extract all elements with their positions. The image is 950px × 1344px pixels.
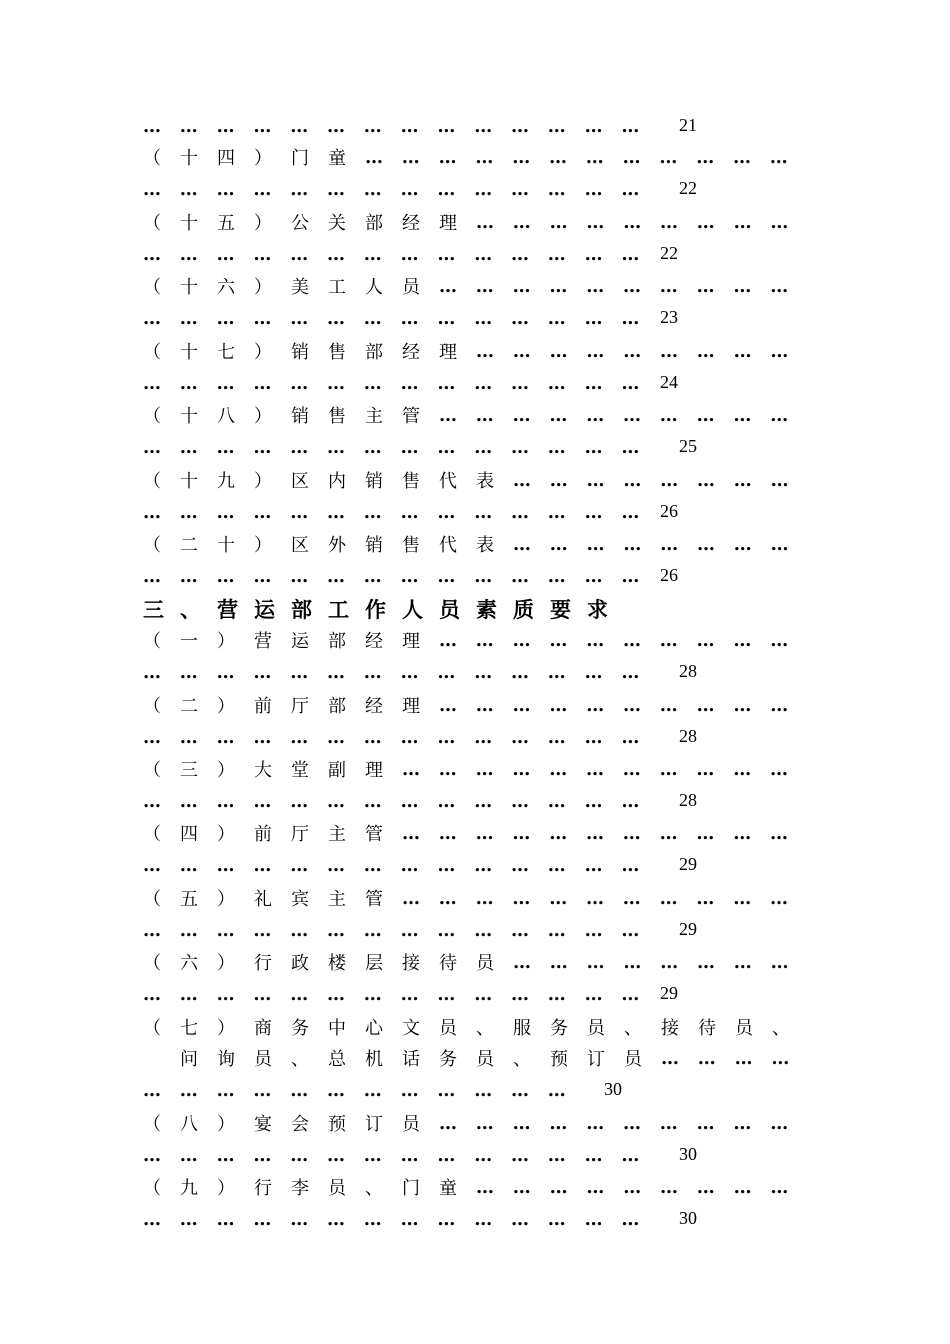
leader-dots <box>439 695 803 716</box>
toc-line <box>143 1013 803 1041</box>
toc-entry-label: （ 九 ） 行 李 员 、 门 童 <box>143 1178 457 1199</box>
toc-line <box>143 626 803 654</box>
leader-dots <box>143 791 643 812</box>
toc-entry-label: （ 十 五 ） 公 关 部 经 理 <box>143 213 457 234</box>
toc-entry-label: （ 四 ） 前 厅 主 管 <box>143 824 383 845</box>
leader-dots <box>402 823 803 844</box>
toc-page-number: 29 <box>679 854 697 874</box>
toc-page-number: 29 <box>660 983 678 1003</box>
toc-page-number: 28 <box>679 661 697 681</box>
leader-dots <box>402 888 803 909</box>
toc-entry-label: （ 五 ） 礼 宾 主 管 <box>143 889 383 910</box>
toc-page-number: 28 <box>679 790 697 810</box>
leader-dots <box>143 116 643 137</box>
toc-entry-label: （ 七 ） 商 务 中 心 文 员 、 服 务 员 、 接 待 员 、 <box>143 1018 790 1039</box>
toc-page-number: 22 <box>679 178 697 198</box>
leader-dots <box>439 630 803 651</box>
toc-page-number: 29 <box>679 919 697 939</box>
toc-line <box>143 337 803 365</box>
toc-entry-label: （ 六 ） 行 政 楼 层 接 待 员 <box>143 953 494 974</box>
toc-line <box>143 433 643 461</box>
leader-dots <box>143 855 643 876</box>
leader-dots <box>143 179 643 200</box>
toc-line <box>143 948 803 976</box>
toc-line <box>143 1076 583 1104</box>
toc-line <box>143 562 643 590</box>
leader-dots <box>143 244 643 265</box>
toc-page-number: 21 <box>679 115 697 135</box>
toc-line <box>143 755 803 783</box>
toc-line <box>143 208 803 236</box>
leader-dots <box>143 727 643 748</box>
leader-dots <box>439 405 803 426</box>
toc-page-number: 24 <box>660 372 678 392</box>
toc-line <box>143 1173 803 1201</box>
toc-line <box>143 980 643 1008</box>
toc-line <box>143 240 643 268</box>
leader-dots <box>661 1048 803 1069</box>
toc-line <box>143 691 803 719</box>
toc-entry-label: 问 询 员 、 总 机 话 务 员 、 预 订 员 <box>180 1049 642 1070</box>
toc-page-number: 30 <box>679 1208 697 1228</box>
toc-page-number: 30 <box>604 1079 622 1099</box>
toc-line <box>143 1109 803 1137</box>
toc-line <box>180 1044 803 1072</box>
leader-dots <box>143 437 643 458</box>
toc-entry-label: （ 二 ） 前 厅 部 经 理 <box>143 696 420 717</box>
toc-entry-label: （ 十 八 ） 销 售 主 管 <box>143 406 420 427</box>
leader-dots <box>143 1145 643 1166</box>
leader-dots <box>143 502 643 523</box>
leader-dots <box>143 308 643 329</box>
toc-entry-label: （ 八 ） 宴 会 预 订 员 <box>143 1114 420 1135</box>
leader-dots <box>476 1177 803 1198</box>
section-heading: 三 、 营 运 部 工 作 人 员 素 质 要 求 <box>143 597 608 622</box>
toc-line <box>143 304 643 332</box>
leader-dots <box>513 470 803 491</box>
toc-line <box>143 787 643 815</box>
toc-line <box>143 819 803 847</box>
toc-page-number: 28 <box>679 726 697 746</box>
leader-dots <box>143 920 643 941</box>
leader-dots <box>143 1080 583 1101</box>
toc-line <box>143 466 803 494</box>
toc-line <box>143 851 643 879</box>
toc-entry-label: （ 十 九 ） 区 内 销 售 代 表 <box>143 471 494 492</box>
toc-line <box>143 401 803 429</box>
leader-dots <box>143 373 643 394</box>
leader-dots <box>143 566 643 587</box>
leader-dots <box>143 662 643 683</box>
leader-dots <box>439 1113 803 1134</box>
toc-entry-label: （ 二 十 ） 区 外 销 售 代 表 <box>143 535 494 556</box>
toc-line <box>143 369 643 397</box>
toc-line <box>143 884 803 912</box>
leader-dots <box>143 1209 643 1230</box>
toc-page-number: 25 <box>679 436 697 456</box>
toc-entry-label: （ 十 七 ） 销 售 部 经 理 <box>143 342 457 363</box>
toc-page-number: 26 <box>660 565 678 585</box>
leader-dots <box>476 341 803 362</box>
toc-line <box>143 1205 643 1233</box>
leader-dots <box>365 147 803 168</box>
toc-line <box>143 530 803 558</box>
toc-line <box>143 916 643 944</box>
toc-line <box>143 658 643 686</box>
leader-dots <box>476 212 803 233</box>
toc-line <box>143 175 643 203</box>
toc-line <box>143 723 643 751</box>
leader-dots <box>513 534 803 555</box>
toc-line <box>143 112 643 140</box>
leader-dots <box>402 759 803 780</box>
toc-entry-label: （ 十 四 ） 门 童 <box>143 148 346 169</box>
toc-page-number: 26 <box>660 501 678 521</box>
toc-line <box>143 143 803 171</box>
toc-page-number: 22 <box>660 243 678 263</box>
toc-line <box>143 498 643 526</box>
leader-dots <box>143 984 643 1005</box>
toc-line <box>143 1141 643 1169</box>
toc-entry-label: （ 一 ） 营 运 部 经 理 <box>143 631 420 652</box>
toc-page-number: 30 <box>679 1144 697 1164</box>
toc-line <box>143 272 803 300</box>
leader-dots <box>513 952 803 973</box>
leader-dots <box>439 276 803 297</box>
toc-entry-label: （ 三 ） 大 堂 副 理 <box>143 760 383 781</box>
toc-entry-label: （ 十 六 ） 美 工 人 员 <box>143 277 420 298</box>
toc-page-number: 23 <box>660 307 678 327</box>
